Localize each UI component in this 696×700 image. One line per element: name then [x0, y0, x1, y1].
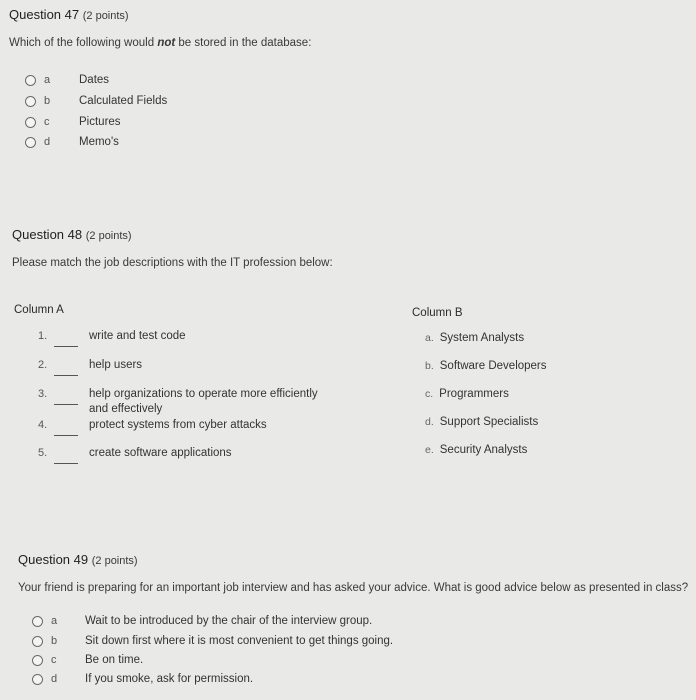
- match-desc-2: help users: [89, 359, 143, 371]
- match-number-3: 3.: [38, 388, 48, 400]
- choice-d: d. Support Specialists: [425, 416, 539, 428]
- q47-radio-d[interactable]: [25, 137, 36, 148]
- q49-radio-c[interactable]: [32, 655, 43, 666]
- q47-letter-b: b: [44, 95, 51, 107]
- q47-option-c[interactable]: Pictures: [79, 116, 121, 128]
- match-blank-4[interactable]: [54, 435, 78, 436]
- match-number-1: 1.: [38, 330, 48, 342]
- q49-question-text: Your friend is preparing for an important job interview and has asked your advice. What is good advice below as presented in class?: [18, 582, 689, 594]
- match-desc-1: write and test code: [89, 330, 186, 342]
- q47-radio-c[interactable]: [25, 117, 36, 128]
- column-a-heading: Column A: [14, 304, 64, 316]
- q47-letter-c: c: [44, 116, 50, 128]
- match-number-5: 5.: [38, 447, 48, 459]
- match-blank-2[interactable]: [54, 375, 78, 376]
- choice-a: a. System Analysts: [425, 332, 525, 344]
- choice-b: b. Software Developers: [425, 360, 547, 372]
- q49-radio-d[interactable]: [32, 674, 43, 685]
- match-blank-1[interactable]: [54, 346, 78, 347]
- q49-letter-a: a: [51, 615, 58, 627]
- choice-e: e. Security Analysts: [425, 444, 528, 456]
- match-desc-4: protect systems from cyber attacks: [89, 419, 267, 431]
- q49-option-c[interactable]: Be on time.: [85, 654, 144, 666]
- q49-letter-b: b: [51, 635, 58, 647]
- match-desc-5: create software applications: [89, 447, 232, 459]
- q49-title: Question 49 (2 points): [18, 552, 138, 567]
- q49-letter-c: c: [51, 654, 57, 666]
- q49-letter-d: d: [51, 673, 58, 685]
- q47-option-b[interactable]: Calculated Fields: [79, 95, 168, 107]
- match-desc-3: help organizations to operate more efficiently and effectively: [89, 388, 318, 415]
- match-number-2: 2.: [38, 359, 48, 371]
- q49-option-b[interactable]: Sit down first where it is most convenient to get things going.: [85, 635, 394, 647]
- column-b-heading: Column B: [412, 307, 463, 319]
- q48-question-text: Please match the job descriptions with the IT profession below:: [12, 257, 333, 269]
- q49-option-a[interactable]: Wait to be introduced by the chair of the interview group.: [85, 615, 373, 627]
- match-blank-3[interactable]: [54, 404, 78, 405]
- match-number-4: 4.: [38, 419, 48, 431]
- q47-title: Question 47 (2 points): [9, 7, 129, 22]
- q49-option-d[interactable]: If you smoke, ask for permission.: [85, 673, 254, 685]
- q49-radio-b[interactable]: [32, 636, 43, 647]
- q47-letter-a: a: [44, 74, 51, 86]
- q49-radio-a[interactable]: [32, 616, 43, 627]
- q47-question-text: Which of the following would not be stored in the database:: [9, 37, 312, 49]
- q47-radio-a[interactable]: [25, 75, 36, 86]
- q48-title: Question 48 (2 points): [12, 227, 132, 242]
- q47-letter-d: d: [44, 136, 51, 148]
- q47-option-d[interactable]: Memo's: [79, 136, 119, 148]
- choice-c: c. Programmers: [425, 388, 509, 400]
- q47-radio-b[interactable]: [25, 96, 36, 107]
- match-blank-5[interactable]: [54, 463, 78, 464]
- q47-option-a[interactable]: Dates: [79, 74, 110, 86]
